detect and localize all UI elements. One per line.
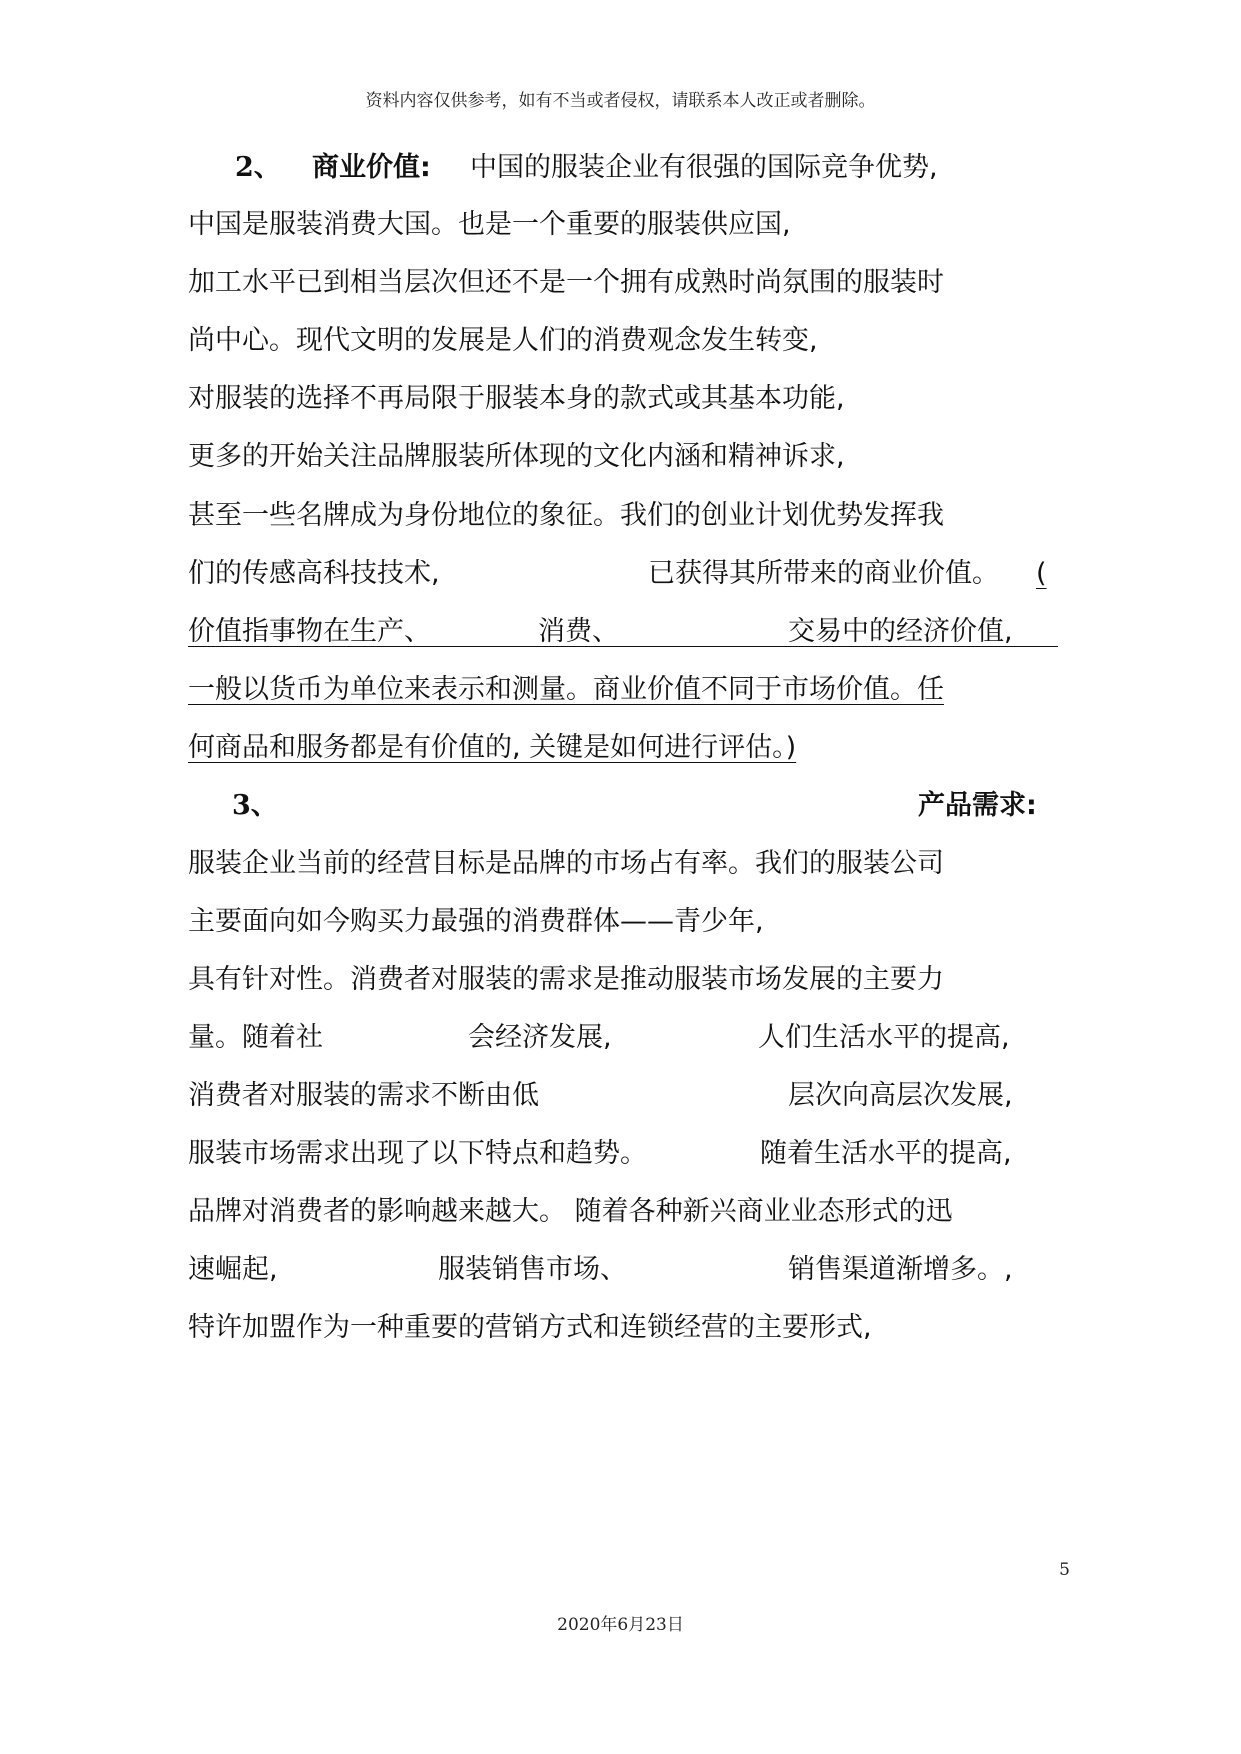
paragraph-line [188,1018,1058,1058]
underlined-open-paren: ( [1036,558,1047,589]
section-2-first-line: 中国的服装企业有很强的国际竞争优势, [470,152,938,183]
text-segment: 价值指事物在生产、 [188,616,431,647]
section-3-number: 3、 [232,790,278,821]
text-segment: 销售渠道渐增多。, [788,1254,1013,1285]
underlined-line: 一般以货币为单位来表示和测量。商业价值不同于市场价值。任 [188,674,944,705]
paragraph-line: 具有针对性。消费者对服装的需求是推动服装市场发展的主要力 [188,964,944,995]
text-segment: 交易中的经济价值, [788,616,1013,647]
paragraph-line [188,1134,1058,1174]
text-segment: 服装销售市场、 [438,1254,627,1285]
header-disclaimer: 资料内容仅供参考，如有不当或者侵权，请联系本人改正或者删除。 [365,91,876,111]
section-3-heading: 产品需求: [918,790,1037,821]
text-segment: 随着生活水平的提高, [760,1138,1012,1169]
underline-rule [188,646,1058,647]
text-segment: 已获得其所带来的商业价值。 [648,558,999,589]
text-segment: 服装市场需求出现了以下特点和趋势。 [188,1138,647,1169]
paragraph-line: 主要面向如今购买力最强的消费群体——青少年, [188,906,764,937]
paragraph-line: 服装企业当前的经营目标是品牌的市场占有率。我们的服装公司 [188,848,944,879]
section-3-heading-line [188,786,1058,826]
text-segment: 们的传感高科技技术, [188,558,440,589]
text-segment: 会经济发展, [468,1022,612,1053]
underlined-line: 何商品和服务都是有价值的, 关键是如何进行评估。) [188,732,797,763]
text-segment: 消费者对服装的需求不断由低 [188,1080,539,1111]
paragraph-line: 加工水平已到相当层次但还不是一个拥有成熟时尚氛围的服装时 [188,267,944,298]
paragraph-line: 品牌对消费者的影响越来越大。 随着各种新兴商业业态形式的迅 [188,1196,953,1227]
text-segment: 速崛起, [188,1254,278,1285]
text-segment: 层次向高层次发展, [788,1080,1013,1111]
footer-date: 2020年6月23日 [557,1615,684,1635]
paragraph-line: 中国是服装消费大国。也是一个重要的服装供应国, [188,209,791,240]
paragraph-line: 特许加盟作为一种重要的营销方式和连锁经营的主要形式, [188,1312,872,1343]
paragraph-line: 尚中心。现代文明的发展是人们的消费观念发生转变, [188,325,818,356]
paragraph-line: 甚至一些名牌成为身份地位的象征。我们的创业计划优势发挥我 [188,500,944,531]
paragraph-line: 更多的开始关注品牌服装所体现的文化内涵和精神诉求, [188,441,845,472]
section-2-number: 2、 [235,152,281,183]
paragraph-line [188,554,1058,594]
text-segment: 量。随着社 [188,1022,323,1053]
paragraph-line: 对服装的选择不再局限于服装本身的款式或其基本功能, [188,383,845,414]
section-2-heading: 商业价值: [312,152,431,183]
paragraph-line [188,1250,1058,1290]
underlined-line [188,612,1058,652]
page-number: 5 [1059,1560,1070,1580]
text-segment: 人们生活水平的提高, [758,1022,1010,1053]
text-segment: 消费、 [538,616,619,647]
paragraph-line [188,1076,1058,1116]
